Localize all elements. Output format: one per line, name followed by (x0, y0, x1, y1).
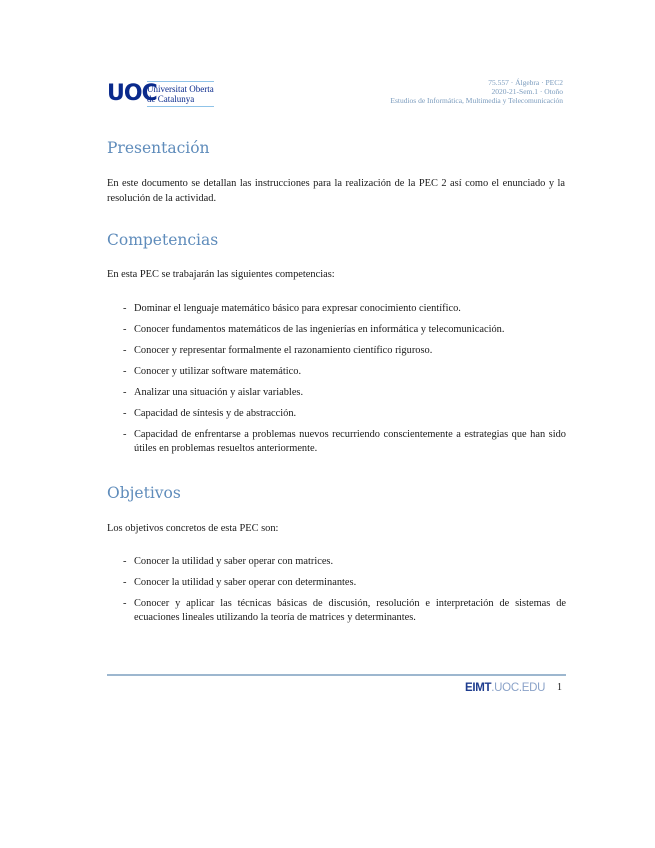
footer-brand-strong: EIMT (465, 682, 492, 694)
section-title-presentacion: Presentación (107, 139, 210, 157)
course-info (390, 78, 563, 105)
list-item: - Conocer y representar formalmente el razonamiento científico riguroso. (123, 345, 433, 356)
term-line: 2020-21-Sem.1 · Otoño (491, 87, 563, 96)
bullet-dash: - (123, 387, 127, 398)
list-item: - Analizar una situación y aislar variables. (123, 387, 304, 398)
list-item: - Capacidad de enfrentarse a problemas nuevos recurriendo conscientemente a estrategias que han sido útiles en problemas resueltos anteriormente. (123, 429, 566, 454)
competencias-list (123, 302, 566, 456)
list-item: - Conocer fundamentos matemáticos de las ingenierías en informática y telecomunicación. (123, 324, 505, 335)
bullet-dash: - (123, 303, 127, 314)
logo-line-2: de Catalunya (147, 94, 195, 104)
list-item: - Dominar el lenguaje matemático básico para expresar conocimiento científico. (123, 303, 461, 314)
list-item: - Conocer y aplicar las técnicas básicas de discusión, resolución e interpretación de sistemas de ecuaciones lineales utilizando la teoría de matrices y determinantes. (123, 598, 566, 623)
bullet-dash: - (123, 366, 127, 377)
bullet-dash: - (123, 598, 127, 609)
course-line: 75.557 · Álgebra · PEC2 (488, 78, 563, 87)
logo-line-1: Universitat Oberta (147, 84, 214, 94)
objetivos-list (123, 555, 566, 625)
competencias-intro: En esta PEC se trabajarán las siguientes competencias: (107, 269, 335, 280)
studies-line: Estudios de Informática, Multimedia y Telecomunicación (390, 96, 563, 105)
uoc-logo-text (147, 81, 214, 107)
list-item: - Conocer y utilizar software matemático. (123, 366, 302, 377)
uoc-logo (107, 79, 225, 109)
section-title-competencias: Competencias (107, 231, 219, 249)
presentacion-paragraph: En este documento se detallan las instrucciones para la realización de la PEC 2 así como el enunciado y la resolución de la actividad. (107, 178, 565, 204)
bullet-dash: - (123, 556, 127, 567)
list-item: - Conocer la utilidad y saber operar con matrices. (123, 556, 334, 567)
list-item: - Conocer la utilidad y saber operar con determinantes. (123, 577, 357, 588)
list-item: - Capacidad de síntesis y de abstracción. (123, 408, 297, 419)
uoc-logo-mark: UOC (107, 81, 157, 106)
bullet-dash: - (123, 324, 127, 335)
bullet-dash: - (123, 577, 127, 588)
bullet-dash: - (123, 429, 127, 440)
footer-divider (107, 674, 566, 676)
bullet-dash: - (123, 408, 127, 419)
footer-brand-light: .UOC.EDU (491, 682, 546, 694)
section-title-objetivos: Objetivos (107, 484, 181, 502)
bullet-dash: - (123, 345, 127, 356)
page-number: 1 (557, 682, 562, 693)
footer-brand (465, 681, 545, 695)
objetivos-intro: Los objetivos concretos de esta PEC son: (107, 523, 279, 534)
